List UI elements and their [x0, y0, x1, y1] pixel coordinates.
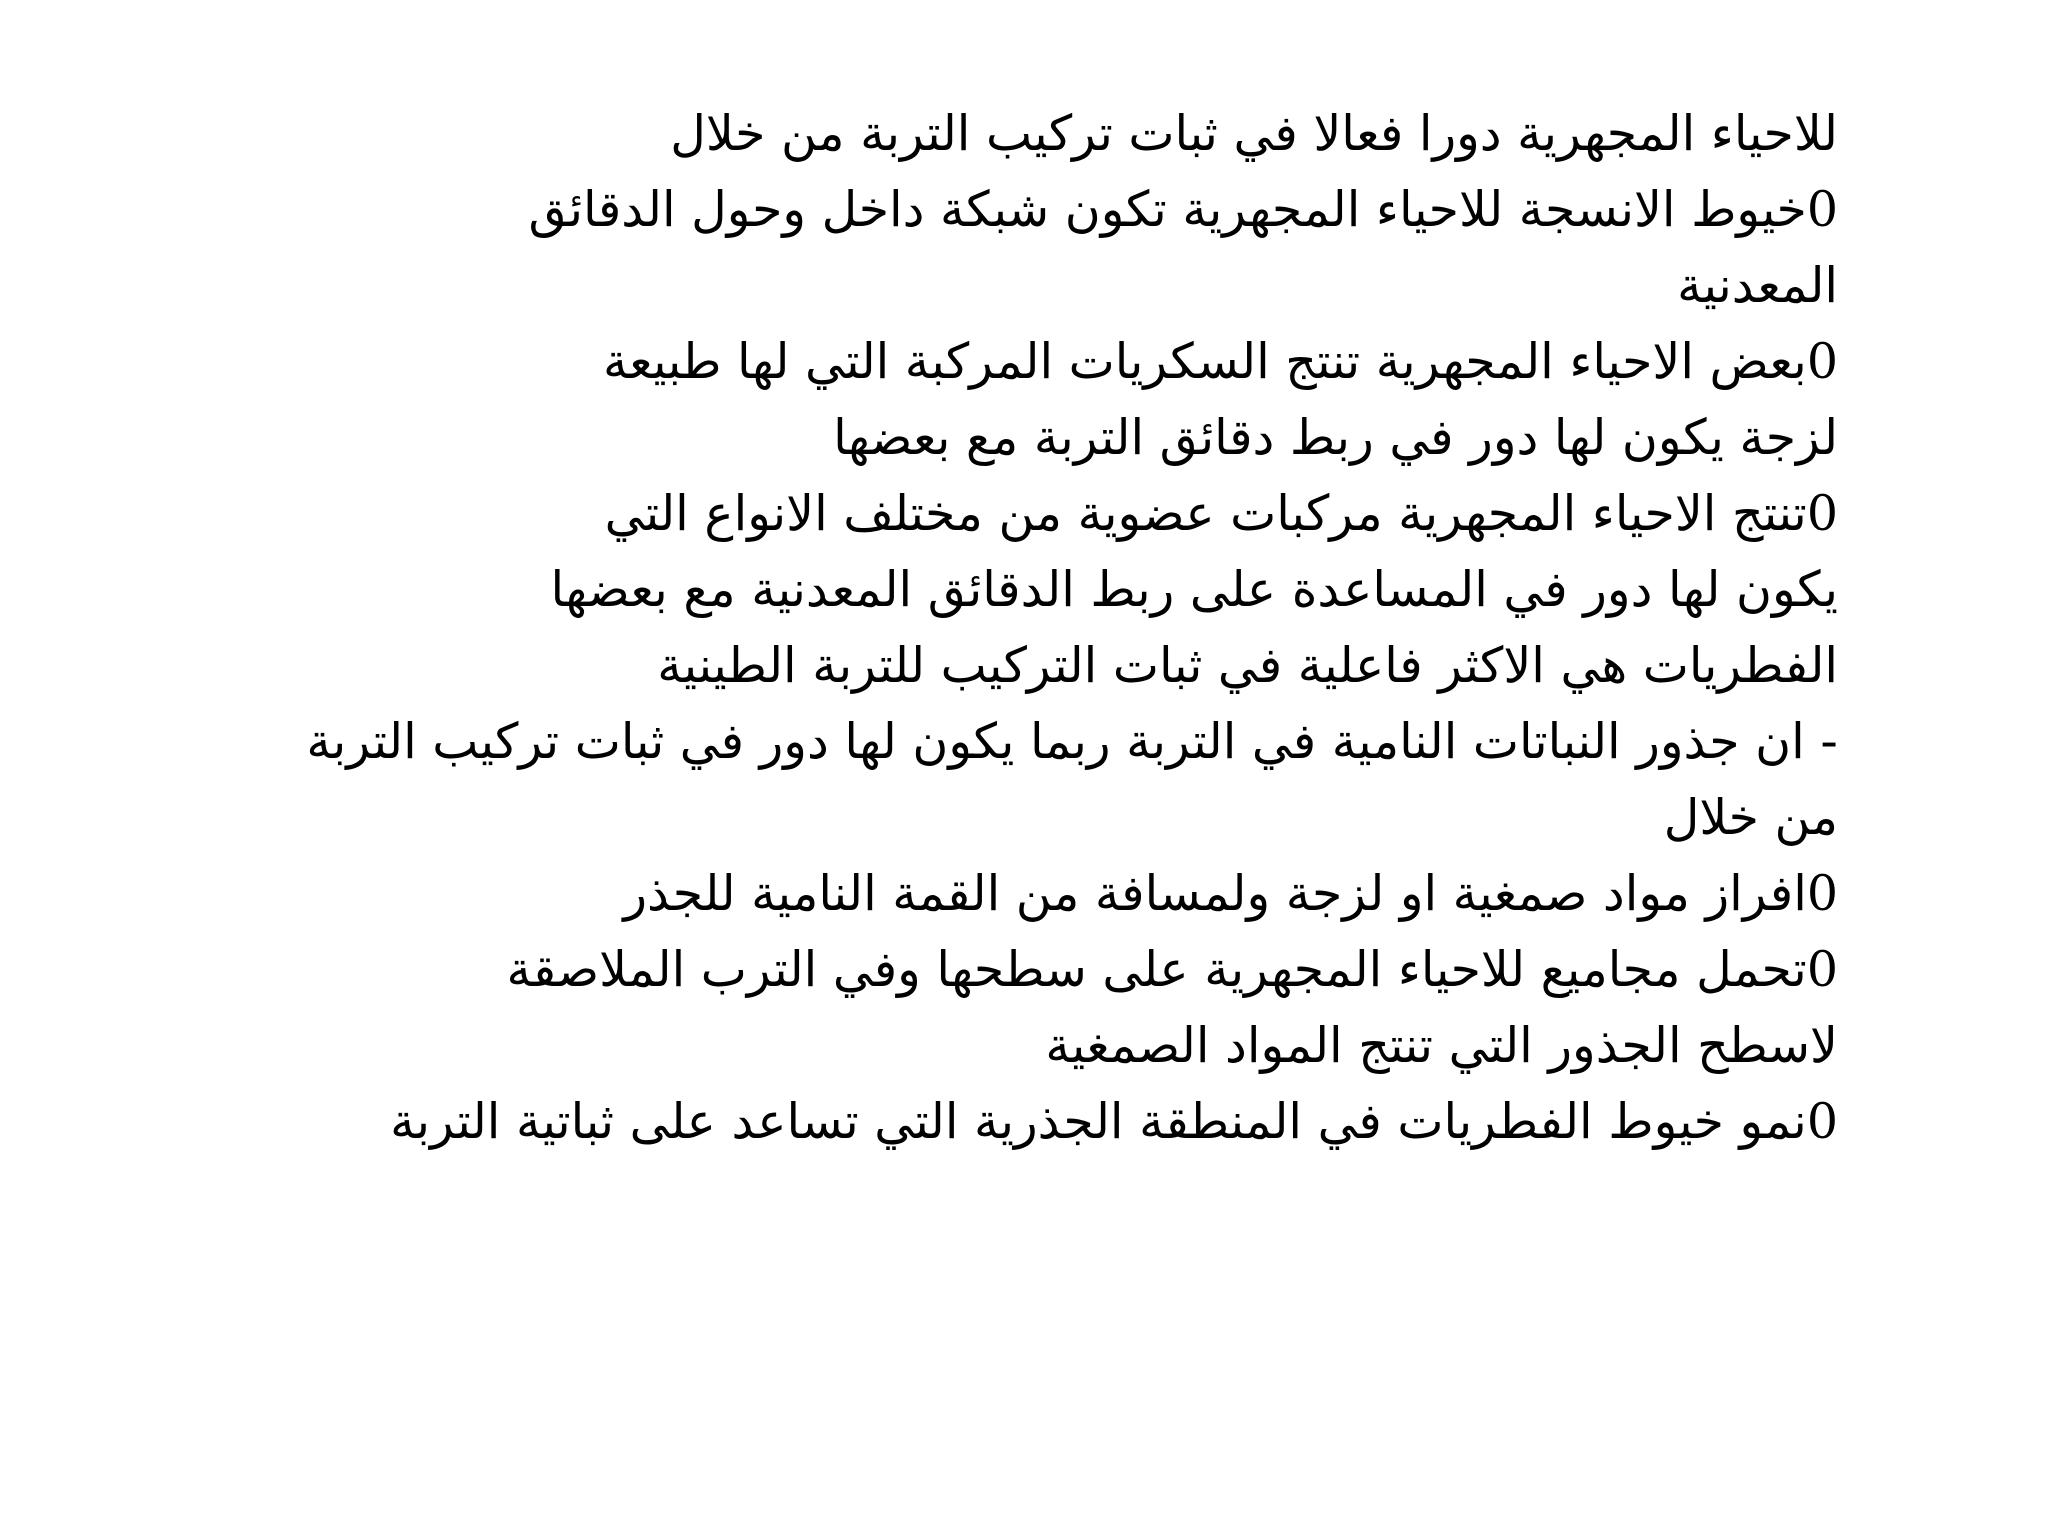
text-line-8	[160, 628, 1838, 704]
text-line-10	[160, 780, 1838, 856]
line-text: المعدنية	[1677, 257, 1838, 314]
bullet-marker: 0	[1806, 865, 1838, 922]
text-line-11	[160, 856, 1838, 932]
text-line-14	[160, 1084, 1838, 1160]
text-line-2	[160, 172, 1838, 248]
text-line-9	[160, 704, 1838, 780]
text-line-6	[160, 476, 1838, 552]
line-text: للاحياء المجهرية دورا فعالا في ثبات تركيب التربة من خلال	[670, 105, 1838, 162]
line-text: لزجة يكون لها دور في ربط دقائق التربة مع بعضها	[833, 409, 1838, 466]
text-line-13	[160, 1008, 1838, 1084]
line-text: نمو خيوط الفطريات في المنطقة الجذرية التي تساعد على ثباتية التربة	[390, 1093, 1807, 1150]
line-text: تحمل مجاميع للاحياء المجهرية على سطحها وفي الترب الملاصقة	[506, 941, 1807, 998]
line-text: تنتج الاحياء المجهرية مركبات عضوية من مختلف الانواع التي	[604, 485, 1807, 542]
line-text: لاسطح الجذور التي تنتج المواد الصمغية	[1045, 1017, 1838, 1074]
line-text: الفطريات هي الاكثر فاعلية في ثبات التركيب للتربة الطينية	[657, 637, 1838, 694]
bullet-marker: 0	[1806, 333, 1838, 390]
line-text: - ان جذور النباتات النامية في التربة ربما يكون لها دور في ثبات تركيب التربة	[306, 713, 1838, 770]
line-text: يكون لها دور في المساعدة على ربط الدقائق المعدنية مع بعضها	[550, 561, 1838, 618]
bullet-marker: 0	[1806, 941, 1838, 998]
text-line-5	[160, 400, 1838, 476]
bullet-marker: 0	[1806, 1093, 1838, 1150]
text-line-4	[160, 324, 1838, 400]
text-line-12	[160, 932, 1838, 1008]
line-text: خيوط الانسجة للاحياء المجهرية تكون شبكة داخل وحول الدقائق	[528, 181, 1807, 238]
bullet-marker: 0	[1806, 181, 1838, 238]
line-text: من خلال	[1663, 789, 1838, 846]
text-line-7	[160, 552, 1838, 628]
line-text: بعض الاحياء المجهرية تنتج السكريات المركبة التي لها طبيعة	[602, 333, 1807, 390]
body-text	[160, 96, 1838, 1160]
line-text: افراز مواد صمغية او لزجة ولمسافة من القمة النامية للجذر	[623, 865, 1807, 922]
bullet-marker: 0	[1806, 485, 1838, 542]
text-line-3	[160, 248, 1838, 324]
text-line-1	[160, 96, 1838, 172]
